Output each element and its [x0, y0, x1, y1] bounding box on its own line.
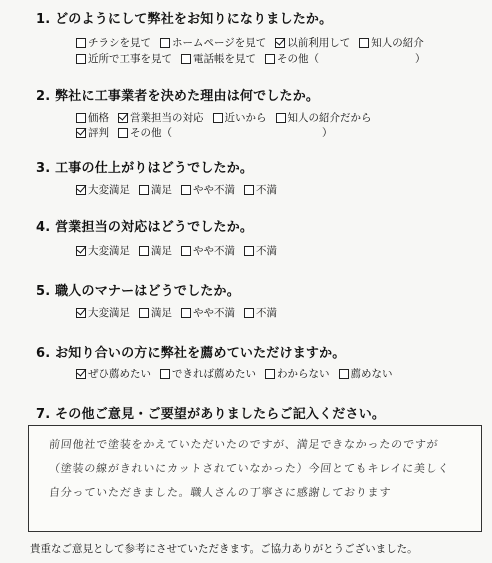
checkbox[interactable]	[181, 185, 191, 195]
q3-option-dissatisfied[interactable]: 不満	[244, 182, 277, 197]
comment-line-1: 前回他社で塗装をかえていただいたのですが、満足できなかったのですが	[48, 438, 440, 451]
checkbox[interactable]	[139, 185, 149, 195]
checkbox[interactable]	[160, 369, 170, 379]
q1-option-used-before[interactable]: 以前利用して	[275, 35, 350, 50]
checkbox-checked[interactable]	[76, 246, 86, 256]
checkbox[interactable]	[213, 113, 223, 123]
checkbox[interactable]	[359, 38, 369, 48]
question-1-title: 1. どのようにして弊社をお知りになりましたか。	[36, 12, 333, 27]
checkbox[interactable]	[139, 308, 149, 318]
q3-option-satisfied[interactable]: 満足	[139, 182, 172, 197]
checkbox[interactable]	[181, 308, 191, 318]
q1-option-referral[interactable]: 知人の紹介	[359, 35, 424, 50]
checkbox[interactable]	[181, 246, 191, 256]
q1-option-saw-construction[interactable]: 近所で工事を見て	[76, 51, 172, 66]
checkbox-checked[interactable]	[118, 113, 128, 123]
q1-option-homepage[interactable]: ホームページを見て	[160, 35, 266, 50]
checkbox-checked[interactable]	[76, 308, 86, 318]
q2-option-price[interactable]: 価格	[76, 110, 109, 125]
q5-option-dissatisfied[interactable]: 不満	[244, 305, 277, 320]
q2-option-reputation[interactable]: 評判	[76, 125, 109, 140]
q6-option-not-sure[interactable]: わからない	[265, 366, 330, 381]
checkbox[interactable]	[339, 369, 349, 379]
checkbox[interactable]	[139, 246, 149, 256]
q5-option-satisfied[interactable]: 満足	[139, 305, 172, 320]
question-2-title: 2. 弊社に工事業者を決めた理由は何でしたか。	[36, 89, 320, 104]
q4-option-satisfied[interactable]: 満足	[139, 243, 172, 258]
question-7-title: 7. その他ご意見・ご要望がありましたらご記入ください。	[36, 407, 386, 422]
question-6-title: 6. お知り合いの方に弊社を薦めていただけますか。	[36, 346, 346, 361]
checkbox-checked[interactable]	[275, 38, 285, 48]
checkbox[interactable]	[160, 38, 170, 48]
question-1-options-row-2	[76, 51, 435, 66]
comment-line-3: 自分っていただきました。職人さんの丁寧さに感謝しております	[48, 486, 392, 499]
q6-option-definitely[interactable]: ぜひ薦めたい	[76, 366, 151, 381]
question-6-options	[76, 366, 402, 381]
checkbox[interactable]	[76, 113, 86, 123]
question-3-options	[76, 182, 286, 197]
q4-option-somewhat-dissatisfied[interactable]: やや不満	[181, 243, 235, 258]
q3-option-very-satisfied[interactable]: 大変満足	[76, 182, 130, 197]
checkbox[interactable]	[265, 369, 275, 379]
question-5-options	[76, 305, 286, 320]
q2-option-other[interactable]: その他（ ）	[118, 125, 333, 140]
checkbox[interactable]	[244, 185, 254, 195]
q5-option-somewhat-dissatisfied[interactable]: やや不満	[181, 305, 235, 320]
checkbox-checked[interactable]	[76, 185, 86, 195]
question-1-options-row-1	[76, 35, 433, 50]
question-4-title: 4. 営業担当の対応はどうでしたか。	[36, 220, 254, 235]
q2-option-sales-response[interactable]: 営業担当の対応	[118, 110, 204, 125]
question-2-options-row-2	[76, 125, 342, 140]
q1-option-flyer[interactable]: チラシを見て	[76, 35, 151, 50]
checkbox[interactable]	[76, 54, 86, 64]
question-5-title: 5. 職人のマナーはどうでしたか。	[36, 284, 240, 299]
checkbox[interactable]	[244, 246, 254, 256]
comment-box[interactable]	[28, 425, 482, 532]
checkbox[interactable]	[181, 54, 191, 64]
q6-option-would-not[interactable]: 薦めない	[339, 366, 393, 381]
checkbox-checked[interactable]	[76, 128, 86, 138]
q4-option-dissatisfied[interactable]: 不満	[244, 243, 277, 258]
question-3-title: 3. 工事の仕上がりはどうでしたか。	[36, 161, 254, 176]
checkbox[interactable]	[265, 54, 275, 64]
q2-option-referral[interactable]: 知人の紹介だから	[276, 110, 372, 125]
q3-option-somewhat-dissatisfied[interactable]: やや不満	[181, 182, 235, 197]
question-4-options	[76, 243, 286, 258]
checkbox[interactable]	[76, 38, 86, 48]
q4-option-very-satisfied[interactable]: 大変満足	[76, 243, 130, 258]
q5-option-very-satisfied[interactable]: 大変満足	[76, 305, 130, 320]
checkbox[interactable]	[276, 113, 286, 123]
q1-option-other[interactable]: その他（ ）	[265, 51, 426, 66]
footer-thanks: 貴重なご意見として参考にさせていただきます。ご協力ありがとうございました。	[30, 543, 418, 555]
comment-line-2: （塗装の線がきれいにカットされていなかった）今回とてもキレイに美しく	[48, 462, 451, 475]
q1-option-phonebook[interactable]: 電話帳を見て	[181, 51, 256, 66]
q2-option-nearby[interactable]: 近いから	[213, 110, 267, 125]
q6-option-if-possible[interactable]: できれば薦めたい	[160, 366, 256, 381]
checkbox-checked[interactable]	[76, 369, 86, 379]
checkbox[interactable]	[244, 308, 254, 318]
checkbox[interactable]	[118, 128, 128, 138]
question-2-options-row-1	[76, 110, 381, 125]
